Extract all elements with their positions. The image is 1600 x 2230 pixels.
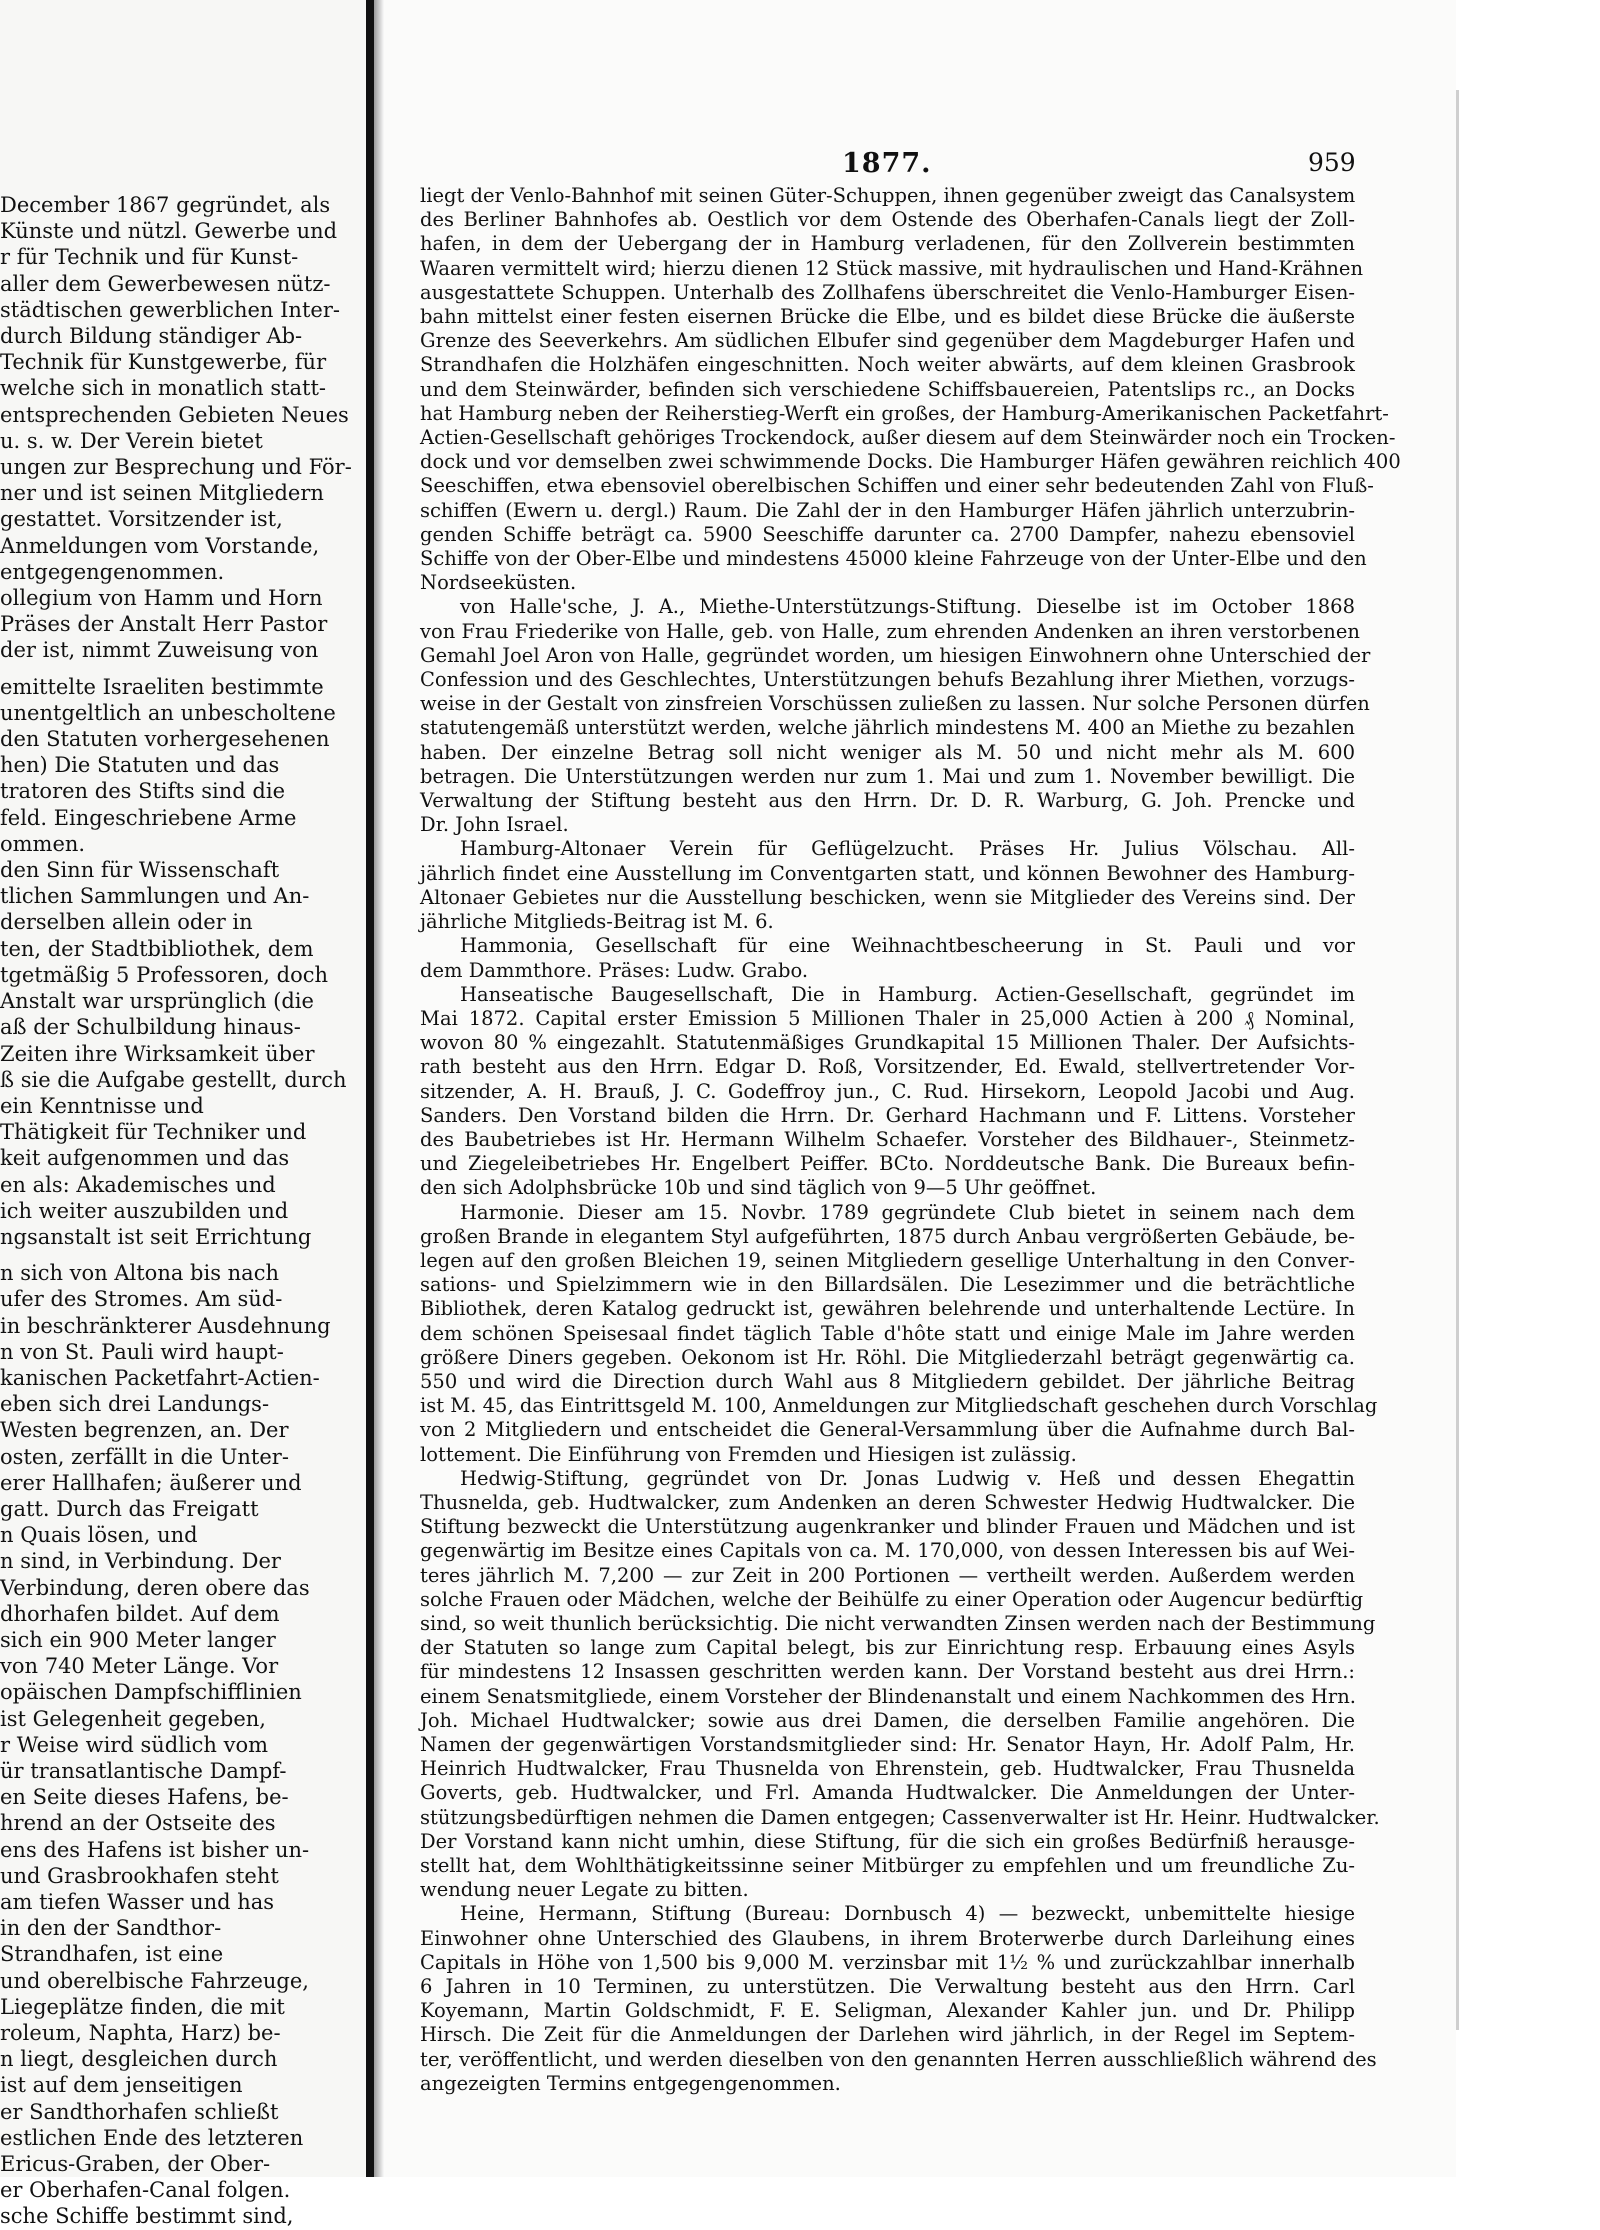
- left-text-line: am tiefen Wasser und has: [0, 1890, 275, 1914]
- text-line: großen Brande in elegantem Styl aufgeführten, 1875 durch Anbau vergrößerten Gebäude, be-: [420, 1224, 1355, 1248]
- text-line: von 2 Mitgliedern und entscheidet die General-Versammlung über die Aufnahme durch Bal-: [420, 1418, 1355, 1442]
- text-line: einem Senatsmitgliede, einem Vorsteher der Blindenanstalt und einem Nachkommen des Hrn.: [420, 1684, 1356, 1708]
- left-text-line: dhorhafen bildet. Auf dem: [0, 1601, 280, 1626]
- left-text-line: erer Hallhafen; äußerer und: [0, 1470, 302, 1495]
- left-text-line: ollegium von Hamm und Horn: [0, 586, 323, 611]
- text-line: und dem Steinwärder, befinden sich verschiedene Schiffsbauereien, Patentslips rc., an Docks: [420, 377, 1355, 401]
- left-text-line: er Sandthorhafen schließt: [0, 2099, 279, 2124]
- left-text-line: er Oberhafen-Canal folgen.: [0, 2178, 291, 2203]
- left-text-line: en Seite dieses Hafens, be-: [0, 1785, 289, 1810]
- text-line: schiffen (Ewern u. dergl.) Raum. Die Zahl der in den Hamburger Häfen jährlich unterzubrin-: [420, 498, 1355, 522]
- left-text-line: ich weiter auszubilden und: [0, 1198, 289, 1223]
- text-line: ist M. 45, das Eintrittsgeld M. 100, Anmeldungen zur Mitgliedschaft geschehen durch Vorschlag: [420, 1394, 1378, 1418]
- text-line: ter, veröffentlicht, und werden dieselben von den genannten Herren ausschließlich während des: [420, 2047, 1377, 2071]
- left-text-line: Zeiten ihre Wirksamkeit über: [0, 1041, 315, 1066]
- text-line: den sich Adolphsbrücke 10b und sind täglich von 9—5 Uhr geöffnet.: [420, 1176, 1097, 1200]
- right-page-text-column: [420, 184, 1401, 2096]
- left-text-line: n sich von Altona bis nach: [0, 1261, 279, 1286]
- left-text-line: tgetmäßig 5 Professoren, doch: [0, 962, 329, 987]
- left-text-line: Strandhafen, ist eine: [0, 1942, 224, 1967]
- running-header-year: 1877.: [842, 148, 932, 179]
- text-line: Capitals in Höhe von 1,500 bis 9,000 M. verzinsbar mit 1½ % und zurückzahlbar innerhalb: [420, 1950, 1355, 1974]
- text-line: Koyemann, Martin Goldschmidt, F. E. Seligman, Alexander Kahler jun. und Dr. Philipp: [420, 1999, 1355, 2023]
- text-line: des Baubetriebes ist Hr. Hermann Wilhelm Schaefer. Vorsteher des Bildhauer-, Steinmetz-: [420, 1127, 1355, 1151]
- text-line: sind, so weit thunlich berücksichtig. Die nicht verwandten Zinsen werden nach der Bestimmung: [420, 1611, 1376, 1635]
- text-line: lottement. Die Einführung von Fremden und Hiesigen ist zulässig.: [420, 1442, 1077, 1466]
- text-line: von Frau Friederike von Halle, geb. von Halle, zum ehrenden Andenken an ihren verstorbenen: [420, 619, 1360, 643]
- entry-heading-line: Hedwig-Stiftung, gegründet von Dr. Jonas Ludwig v. Heß und dessen Ehegattin: [460, 1466, 1355, 1490]
- left-text-line: eben sich drei Landungs-: [0, 1392, 270, 1417]
- left-text-line: kanischen Packetfahrt-Actien-: [0, 1365, 320, 1390]
- left-text-line: von 740 Meter Länge. Vor: [0, 1654, 279, 1679]
- left-text-line: [0, 1250, 352, 1260]
- text-line: Schiffe von der Ober-Elbe und mindestens 45000 kleine Fahrzeuge von der Unter-Elbe und den: [420, 547, 1367, 571]
- left-text-line: ß sie die Aufgabe gestellt, durch: [0, 1067, 347, 1092]
- left-text-line: und Grasbrookhafen steht: [0, 1863, 279, 1888]
- text-line: Namen der gegenwärtigen Vorstandsmitglieder sind: Hr. Senator Hayn, Hr. Adolf Palm, Hr.: [420, 1733, 1355, 1756]
- text-line: stellt hat, dem Wohlthätigkeitssinne seiner Mitbürger zu empfehlen und um freundliche Zu-: [420, 1854, 1355, 1878]
- left-text-line: roleum, Naphta, Harz) be-: [0, 2021, 281, 2046]
- page-edge-line: [1456, 90, 1459, 2030]
- left-text-line: Ericus-Graben, der Ober-: [0, 2152, 271, 2177]
- left-text-line: ist auf dem jenseitigen: [0, 2073, 243, 2098]
- left-text-line: Thätigkeit für Techniker und: [0, 1120, 307, 1145]
- book-gutter: [366, 0, 374, 2177]
- left-text-line: opäischen Dampfschifflinien: [0, 1680, 302, 1705]
- left-text-line: den Statuten vorhergesehenen: [0, 727, 330, 752]
- left-text-line: entgegengenommen.: [0, 559, 225, 584]
- text-line: Thusnelda, geb. Hudtwalcker, zum Andenken an deren Schwester Hedwig Hudtwalcker. Die: [420, 1490, 1355, 1514]
- left-text-line: December 1867 gegründet, als: [0, 193, 331, 217]
- text-line: sations- und Spielzimmern wie in den Billardsälen. Die Lesezimmer und die beträchtliche: [420, 1273, 1355, 1297]
- left-text-line: gatt. Durch das Freigatt: [0, 1496, 259, 1521]
- text-line: stützungsbedürftigen nehmen die Damen entgegen; Cassenverwalter ist Hr. Heinr. Hudtwalcker.: [420, 1805, 1380, 1829]
- text-line: Goverts, geb. Hudtwalcker, und Frl. Amanda Hudtwalcker. Die Anmeldungen der Unter-: [420, 1781, 1355, 1805]
- text-line: und Ziegeleibetriebes Hr. Engelbert Peiffer. BCto. Norddeutsche Bank. Die Bureaux befin-: [420, 1152, 1355, 1176]
- left-text-line: Westen begrenzen, an. Der: [0, 1418, 289, 1443]
- left-text-line: welche sich in monatlich statt-: [0, 376, 327, 401]
- text-line: Seeschiffen, etwa ebensoviel oberelbischen Schiffen und einer sehr bedeutenden Zahl von Fluß-: [420, 474, 1374, 498]
- left-text-line: Präses der Anstalt Herr Pastor: [0, 612, 328, 637]
- left-text-line: und oberelbische Fahrzeuge,: [0, 1968, 309, 1993]
- left-text-line: den Sinn für Wissenschaft: [0, 858, 280, 883]
- left-text-line: ist Gelegenheit gegeben,: [0, 1706, 266, 1731]
- text-line: dem schönen Speisesaal findet täglich Table d'hôte statt und einige Male im Jahre werden: [420, 1321, 1355, 1345]
- text-line: der Statuten so lange zum Capital belegt, bis zur Einrichtung resp. Erbauung eines Asyls: [420, 1636, 1355, 1660]
- text-line: Verwaltung der Stiftung besteht aus den Hrrn. Dr. D. R. Warburg, G. Joh. Prencke und: [420, 789, 1355, 813]
- text-line: solche Frauen oder Mädchen, welche der Beihülfe zu einer Operation oder Augencur bedürftig: [420, 1587, 1364, 1611]
- left-text-line: estlichen Ende des letzteren: [0, 2125, 304, 2150]
- left-text-line: r Weise wird südlich vom: [0, 1732, 269, 1757]
- left-text-line: sich ein 900 Meter langer: [0, 1627, 276, 1652]
- left-text-line: n liegt, desgleichen durch: [0, 2047, 278, 2072]
- text-line: haben. Der einzelne Betrag soll nicht weniger als M. 50 und nicht mehr als M. 600: [420, 740, 1355, 764]
- left-text-line: ungen zur Besprechung und För-: [0, 455, 352, 480]
- text-line: bahn mittelst einer festen eisernen Brücke die Elbe, und es bildet diese Brücke die äußerste: [420, 305, 1355, 329]
- text-line: Actien-Gesellschaft gehöriges Trockendock, außer diesem auf dem Steinwärder noch ein Trocken-: [420, 426, 1396, 450]
- left-text-line: Anstalt war ursprünglich (die: [0, 989, 314, 1014]
- text-line: dock und vor demselben zwei schwimmende Docks. Die Hamburger Häfen gewähren reichlich 400: [420, 450, 1401, 474]
- left-text-line: ngsanstalt ist seit Errichtung: [0, 1224, 312, 1249]
- text-line: Heinrich Hudtwalcker, Frau Thusnelda von Ehrenstein, geb. Hudtwalcker, Frau Thusnelda: [420, 1757, 1355, 1781]
- left-text-line: unentgeltlich an unbescholtene: [0, 700, 336, 725]
- text-line: betragen. Die Unterstützungen werden nur zum 1. Mai und zum 1. November bewilligt. Die: [420, 764, 1355, 788]
- left-text-line: feld. Eingeschriebene Arme: [0, 805, 297, 830]
- left-text-line: keit aufgenommen und das: [0, 1146, 290, 1171]
- text-line: Grenze des Seeverkehrs. Am südlichen Elbufer sind gegenüber dem Magdeburger Hafen und: [420, 329, 1355, 353]
- gutter-shadow: [374, 0, 384, 2177]
- left-text-line: in beschränkterer Ausdehnung: [0, 1313, 331, 1338]
- entry-heading-line: Hammonia, Gesellschaft für eine Weihnachtbescheerung in St. Pauli und vor: [460, 934, 1355, 958]
- text-line: des Berliner Bahnhofes ab. Oestlich vor dem Ostende des Oberhafen-Canals liegt der Zoll-: [420, 208, 1355, 232]
- left-text-line: derselben allein oder in: [0, 910, 253, 935]
- text-line: teres jährlich M. 7,200 — zur Zeit in 200 Portionen — vertheilt werden. Außerdem werden: [420, 1563, 1355, 1587]
- text-line: Nordseeküsten.: [420, 571, 577, 595]
- text-line: wovon 80 % eingezahlt. Statutenmäßiges Grundkapital 15 Millionen Thaler. Der Aufsichts-: [420, 1031, 1355, 1055]
- left-text-line: hrend an der Ostseite des: [0, 1811, 276, 1836]
- left-text-line: ommen.: [0, 831, 86, 856]
- left-text-line: Verbindung, deren obere das: [0, 1575, 310, 1600]
- left-text-line: entsprechenden Gebieten Neues: [0, 402, 349, 427]
- entry-heading-line: von Halle'sche, J. A., Miethe-Unterstützungs-Stiftung. Dieselbe ist im October 1868: [460, 595, 1355, 619]
- text-line: hat Hamburg neben der Reiherstieg-Werft ein großes, der Hamburg-Amerikanischen Packetfahrt-: [420, 401, 1389, 425]
- text-line: ausgestattete Schuppen. Unterhalb des Zollhafens überschreitet die Venlo-Hamburger Eisen-: [420, 280, 1355, 304]
- entry-heading-line: Heine, Hermann, Stiftung (Bureau: Dornbusch 4) — bezweckt, unbemittelte hiesige: [460, 1902, 1355, 1926]
- left-text-line: in den der Sandthor-: [0, 1916, 222, 1941]
- text-line: gegenwärtig im Besitze eines Capitals von ca. M. 170,000, von dessen Interessen bis auf Wei-: [420, 1539, 1355, 1563]
- text-line: wendung neuer Legate zu bitten.: [420, 1878, 749, 1902]
- left-text-line: [0, 664, 352, 674]
- left-text-line: osten, zerfällt in die Unter-: [0, 1444, 289, 1469]
- text-line: weise in der Gestalt von zinsfreien Vorschüssen zuließen zu lassen. Nur solche Personen dürfen: [420, 692, 1370, 716]
- text-line: Joh. Michael Hudtwalcker; sowie aus drei Damen, die derselben Familie angehören. Die: [420, 1708, 1355, 1732]
- left-text-line: ner und ist seinen Mitgliedern: [0, 481, 324, 506]
- text-line: Stiftung bezweckt die Unterstützung augenkranker und blinder Frauen und Mädchen und ist: [420, 1515, 1355, 1539]
- text-line: dem Dammthore. Präses: Ludw. Grabo.: [420, 958, 809, 982]
- left-text-line: der ist, nimmt Zuweisung von: [0, 638, 319, 663]
- left-text-line: n Quais lösen, und: [0, 1523, 198, 1548]
- text-line: jährlich findet eine Ausstellung im Conventgarten statt, und können Bewohner des Hamburg-: [420, 861, 1355, 885]
- left-text-line: tratoren des Stifts sind die: [0, 779, 285, 804]
- left-text-line: ufer des Stromes. Am süd-: [0, 1287, 283, 1312]
- text-line: angezeigten Termins entgegengenommen.: [420, 2071, 841, 2095]
- left-text-line: en als: Akademisches und: [0, 1172, 276, 1197]
- left-text-line: Technik für Kunstgewerbe, für: [0, 350, 327, 375]
- left-page: [0, 0, 366, 2229]
- text-line: Hirsch. Die Zeit für die Anmeldungen der Darlehen wird jährlich, in der Regel im Septem-: [420, 2023, 1355, 2047]
- text-line: 6 Jahren in 10 Terminen, zu unterstützen. Die Verwaltung besteht aus den Hrrn. Carl: [420, 1975, 1355, 1999]
- text-line: Confession und des Geschlechtes, Unterstützungen behufs Bezahlung ihrer Miethen, vorzugs-: [420, 668, 1355, 692]
- text-line: statutengemäß unterstützt werden, welche jährlich mindestens M. 400 an Miethe zu bezahlen: [420, 716, 1355, 740]
- page-number: 959: [1308, 148, 1356, 177]
- text-line: 550 und wird die Direction durch Wahl aus 8 Mitgliedern gebildet. Der jährliche Beitrag: [420, 1369, 1355, 1393]
- text-line: sitzender, A. H. Brauß, J. C. Godeffroy jun., C. Rud. Hirsekorn, Leopold Jacobi und Aug.: [420, 1079, 1355, 1103]
- left-text-line: n sind, in Verbindung. Der: [0, 1549, 281, 1574]
- text-line: jährliche Mitglieds-Beitrag ist M. 6.: [420, 910, 774, 934]
- text-line: Waaren vermittelt wird; hierzu dienen 12 Stück massive, mit hydraulischen und Hand-Krähnen: [420, 256, 1364, 280]
- entry-heading-line: Hanseatische Baugesellschaft, Die in Hamburg. Actien-Gesellschaft, gegründet im: [460, 982, 1355, 1006]
- left-text-line: städtischen gewerblichen Inter-: [0, 297, 340, 322]
- text-line: Altonaer Gebietes nur die Ausstellung beschicken, wenn sie Mitglieder des Vereins sind. Der: [420, 885, 1355, 909]
- text-line: für mindestens 12 Insassen geschritten werden kann. Der Vorstand besteht aus drei Hrrn.:: [420, 1660, 1355, 1684]
- entry-heading-line: Hamburg-Altonaer Verein für Geflügelzucht. Präses Hr. Julius Völschau. All-: [460, 837, 1355, 861]
- text-line: Mai 1872. Capital erster Emission 5 Millionen Thaler in 25,000 Actien à 200 ₰ Nominal,: [420, 1006, 1355, 1030]
- text-line: genden Schiffe beträgt ca. 5900 Seeschiffe darunter ca. 2700 Dampfer, nahezu ebensoviel: [420, 522, 1355, 546]
- left-text-line: Liegeplätze finden, die mit: [0, 1994, 285, 2019]
- left-page-text-column: [0, 192, 352, 2230]
- left-text-line: ten, der Stadtbibliothek, dem: [0, 936, 314, 961]
- left-text-line: ens des Hafens ist bisher un-: [0, 1837, 310, 1862]
- left-text-line: gestattet. Vorsitzender ist,: [0, 507, 283, 532]
- text-line: rath besteht aus den Hrrn. Edgar D. Roß, Vorsitzender, Ed. Ewald, stellvertretender Vor-: [420, 1055, 1355, 1079]
- text-line: Gemahl Joel Aron von Halle, gegründet worden, um hiesigen Einwohnern ohne Unterschied der: [420, 643, 1371, 667]
- text-line: Sanders. Den Vorstand bilden die Hrrn. Dr. Gerhard Hachmann und F. Littens. Vorsteher: [420, 1103, 1355, 1127]
- page-margin: [1456, 0, 1600, 2177]
- text-line: hafen, in dem der Uebergang der in Hamburg verladenen, für den Zollverein bestimmten: [420, 232, 1355, 256]
- left-text-line: Anmeldungen vom Vorstande,: [0, 533, 320, 558]
- text-line: Bibliothek, deren Katalog gedruckt ist, gewähren belehrende und unterhaltende Lectüre. In: [420, 1297, 1355, 1321]
- text-line: größere Diners gegeben. Oekonom ist Hr. Röhl. Die Mitgliederzahl beträgt gegenwärtig ca.: [420, 1345, 1355, 1369]
- left-text-line: ür transatlantische Dampf-: [0, 1758, 287, 1783]
- entry-heading-line: Harmonie. Dieser am 15. Novbr. 1789 gegründete Club bietet in seinem nach dem: [460, 1200, 1355, 1224]
- left-text-line: tlichen Sammlungen und An-: [0, 884, 310, 909]
- left-text-line: aß der Schulbildung hinaus-: [0, 1015, 301, 1040]
- text-line: Dr. John Israel.: [420, 813, 569, 837]
- left-text-line: durch Bildung ständiger Ab-: [0, 324, 303, 349]
- left-text-line: sche Schiffe bestimmt sind,: [0, 2204, 294, 2229]
- left-text-line: aller dem Gewerbewesen nütz-: [0, 271, 331, 296]
- left-text-line: r für Technik und für Kunst-: [0, 245, 299, 270]
- left-text-line: Künste und nützl. Gewerbe und: [0, 219, 338, 244]
- left-text-line: emittelte Israeliten bestimmte: [0, 674, 324, 699]
- left-text-line: n von St. Pauli wird haupt-: [0, 1339, 284, 1364]
- text-line: Strandhafen die Holzhäfen eingeschnitten. Noch weiter abwärts, auf dem kleinen Grasbrook: [420, 353, 1355, 377]
- text-line: Einwohner ohne Unterschied des Glaubens, in ihrem Broterwerbe durch Darleihung eines: [420, 1926, 1355, 1950]
- left-text-line: hen) Die Statuten und das: [0, 753, 280, 778]
- left-text-line: ein Kenntnisse und: [0, 1093, 204, 1118]
- left-text-line: u. s. w. Der Verein bietet: [0, 428, 263, 453]
- text-line: Der Vorstand kann nicht umhin, diese Stiftung, für die sich ein großes Bedürfniß herausge-: [420, 1829, 1355, 1853]
- text-line: liegt der Venlo-Bahnhof mit seinen Güter-Schuppen, ihnen gegenüber zweigt das Canalsystem: [420, 184, 1356, 207]
- text-line: legen auf den großen Bleichen 19, seinen Mitgliedern gesellige Unterhaltung in den Conver-: [420, 1248, 1355, 1272]
